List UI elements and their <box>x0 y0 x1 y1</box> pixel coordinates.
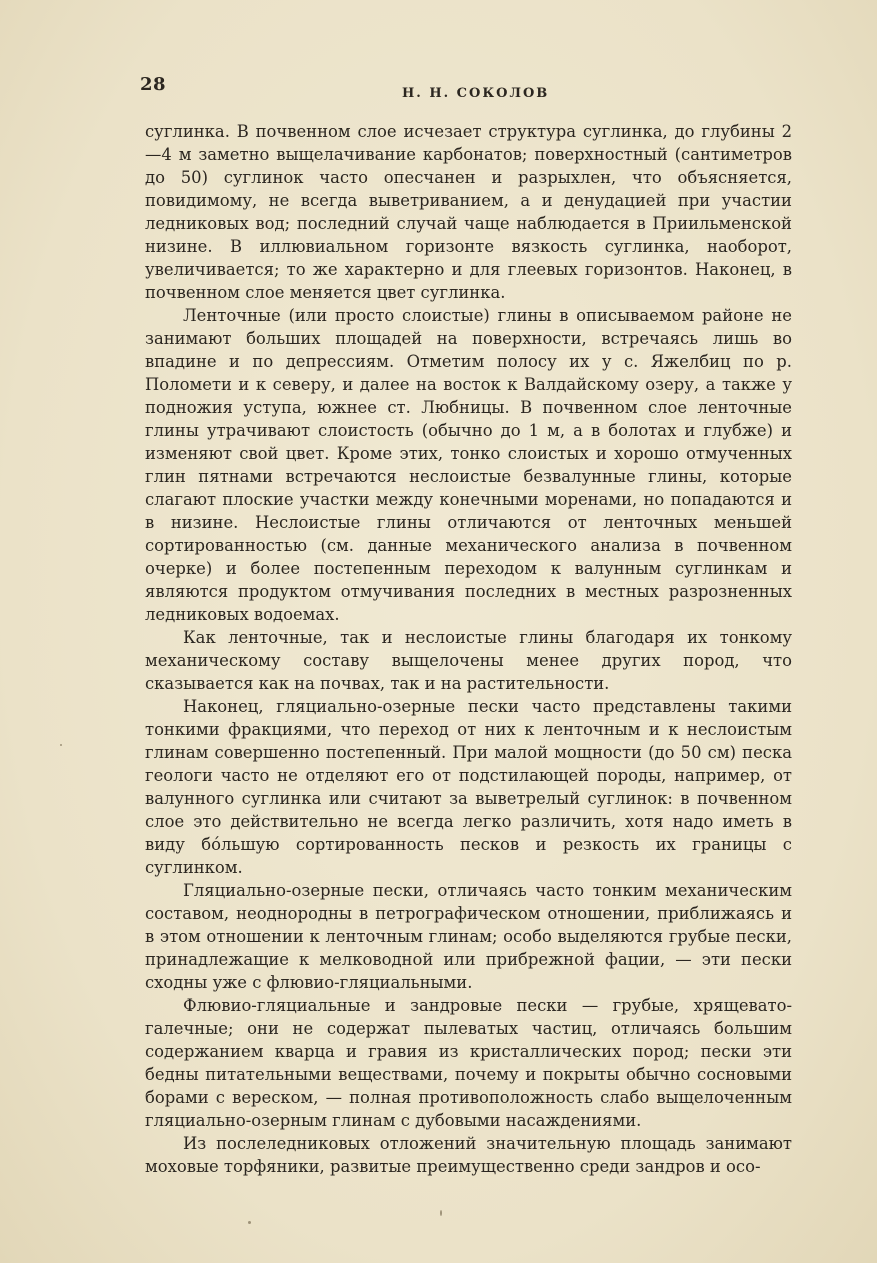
paper-speck <box>60 744 62 746</box>
paragraph-3: Как ленточные, так и неслоистые глины благодаря их тонкому механическому составу выщелочены менее других пород, что сказывается как на почвах, так и на растительности. <box>145 628 792 693</box>
body-text <box>145 120 792 1178</box>
paper-speck <box>248 1221 251 1224</box>
paragraph-1: суглинка. В почвенном слое исчезает структура суглинка, до глубины 2—4 м заметно выщелачивание карбонатов; поверхностный (сантиметров до 50) суглинок часто опесчанен и разрыхлен, что объясняется, повидимому, не всегда выветриванием, а и денудацией при участии ледниковых вод; последний случай чаще наблюдается в Приильменской низине. В иллювиальном горизонте вязкость суглинка, наоборот, увеличивается; то же характерно и для глеевых горизонтов. Наконец, в почвенном слое меняется цвет суглинка. <box>145 122 792 302</box>
paper-speck <box>440 1210 442 1216</box>
paragraph-2: Ленточные (или просто слоистые) глины в описываемом районе не занимают больших площадей на поверхности, встречаясь лишь во впадине и по депрессиям. Отметим полосу их у с. Яжелбиц по р. Поломети и к северу, и далее на восток к Валдайскому озеру, а также у подножия уступа, южнее ст. Любницы. В почвенном слое ленточные глины утрачивают слоистость (обычно до 1 м, а в болотах и глубже) и изменяют свой цвет. Кроме этих, тонко слоистых и хорошо отмученных глин пятнами встречаются неслоистые безвалунные глины, которые слагают плоские участки между конечными моренами, но попадаются и в низине. Неслоистые глины отличаются от ленточных меньшей сортированностью (см. данные механического анализа в почвенном очерке) и более постепенным переходом к валунным суглинкам и являются продуктом отмучивания последних в местных разрозненных ледниковых водоемах. <box>145 306 792 624</box>
paragraph-5: Гляциально-озерные пески, отличаясь часто тонким механическим составом, неоднородны в петрографическом отношении, приближаясь и в этом отношении к ленточным глинам; особо выделяются грубые пески, принадлежащие к мелководной или прибрежной фации, — эти пески сходны уже с флювио-гляциальными. <box>145 881 792 992</box>
page-number: 28 <box>140 74 167 95</box>
paragraph-7: Из послеледниковых отложений значительную площадь занимают моховые торфяники, развитые преимущественно среди зандров и осо- <box>145 1134 792 1176</box>
paragraph-6: Флювио-гляциальные и зандровые пески — грубые, хрящевато-галечные; они не содержат пылеватых частиц, отличаясь большим содержанием кварца и гравия из кристаллических пород; пески эти бедны питательными веществами, почему и покрыты обычно сосновыми борами с вереском, — полная противоположность слабо выщелоченным гляциально-озерным глинам с дубовыми насаждениями. <box>145 996 792 1130</box>
running-head: Н. Н. СОКОЛОВ <box>402 86 550 101</box>
paragraph-4: Наконец, гляциально-озерные пески часто представлены такими тонкими фракциями, что переход от них к ленточным и к неслоистым глинам совершенно постепенный. При малой мощности (до 50 см) песка геологи часто не отделяют его от подстилающей породы, например, от валунного суглинка или считают за выветрелый суглинок: в почвенном слое это действительно не всегда легко различить, хотя надо иметь в виду бóльшую сортированность песков и резкость их границы с суглинком. <box>145 697 792 877</box>
